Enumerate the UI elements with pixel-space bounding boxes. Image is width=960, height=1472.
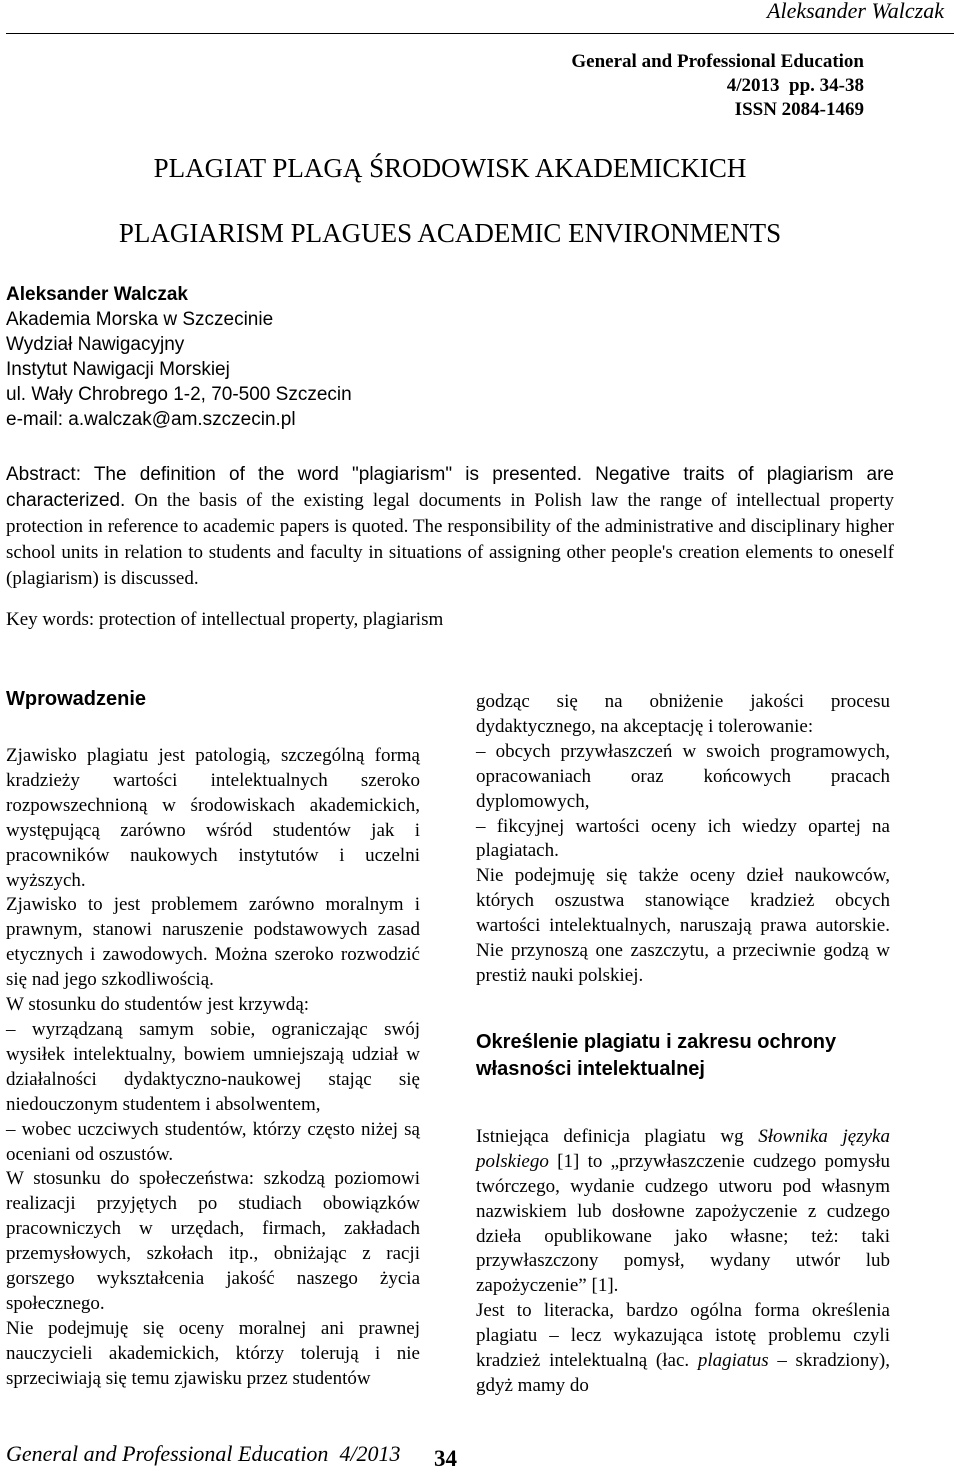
journal-info — [571, 50, 864, 122]
keywords-text: : protection of intellectual property, plagiarism — [88, 609, 444, 630]
page-number: 34 — [434, 1446, 457, 1471]
left-paragraph-1: Zjawisko plagiatu jest patologią, szczególną formą kradzieży wartości intelektualnych szeroko rozpowszechnioną w środowiskach akademickich, występującą zarówno wśród studentów jak i pracowników naukowych instytutów i uczelni wyższych. — [6, 745, 420, 891]
right-dash-item-2: – fikcyjnej wartości oceny ich wiedzy opartej na plagiatach. — [476, 815, 890, 862]
footer-issue: 4/2013 — [339, 1441, 401, 1466]
title-english: PLAGIARISM PLAGUES ACADEMIC ENVIRONMENTS — [118, 218, 782, 248]
left-paragraph-2: Zjawisko to jest problemem zarówno moralnym i prawnym, stanowi naruszenie podstawowych zasad etycznych i zawodowych. Można szeroko rozwodzić się nad jego szkodliwością. — [6, 894, 420, 991]
keywords-label: Key words — [6, 609, 89, 630]
left-paragraph-3: W stosunku do studentów jest krzywdą: — [6, 994, 310, 1016]
author-name: Aleksander Walczak — [6, 284, 188, 305]
right-dash-item-1: – obcych przywłaszczeń w swoich programowych, opracowaniach oraz końcowych pracach dyplomowych, — [476, 740, 890, 812]
running-head-author: Aleksander Walczak — [767, 0, 944, 23]
header-rule — [6, 33, 954, 34]
left-paragraph-5: Nie podejmuję się oceny moralnej ani prawnej nauczycieli akademickich, którzy tolerują i nie sprzeciwiają się temu zjawisku przez studentów — [6, 1317, 420, 1389]
section-heading-introduction: Wprowadzenie — [6, 688, 147, 710]
right-paragraph-1: godząc się na obniżenie jakości procesu dydaktycznego, na akceptację i tolerowanie: — [476, 691, 890, 737]
right-paragraph-4-start: Jest to literacka, bardzo ogólna forma określenia plagiatu – lecz wykazująca istotę problemu czyli kradzież intelektualną (łac. — [476, 1300, 890, 1372]
keywords — [6, 609, 443, 631]
section-heading-definition: Określenie plagiatu i zakresu ochrony własności intelektualnej — [476, 1030, 837, 1080]
right-paragraph-4-end: – skradziony), gdyż mamy do — [476, 1350, 891, 1396]
right-paragraph-3-end: [1] to „przywłaszczenie cudzego pomysłu twórczego, wydanie cudzego utworu pod własnym nazwiskiem lub dosłowne zapożyczenie z cudzego dzieła opublikowane jako własne; też: taki przywłaszczony pomysł, wydany utwór lub zapożyczenie” [1]. — [476, 1150, 890, 1297]
footer-journal-name: General and Professional Education — [6, 1441, 329, 1466]
author-email: e-mail: a.walczak@am.szczecin.pl — [6, 409, 296, 430]
footer-journal — [6, 1441, 401, 1467]
abstract-text-2: On the basis of the existing legal documents in Polish law the range of intellectual property protection in reference to academic papers is quoted. The responsibility of the administrative and disciplinary higher school units in relation to students and faculty in situations of assigning other people's creation elements to oneself (plagiarism) is discussed. — [6, 490, 894, 589]
author-affiliation-3: Instytut Nawigacji Morskiej — [6, 359, 230, 380]
left-column — [6, 744, 420, 1392]
left-dash-item-1: – wyrządzaną samym sobie, ograniczając swój wysiłek intelektualny, bowiem umniejszają udział w działalności dydaktyczno-naukowej stając się niedouczonym studentem i absolwentem, — [6, 1018, 420, 1115]
right-paragraph-3-start: Istniejąca definicja plagiatu wg — [476, 1125, 759, 1147]
journal-name: General and Professional Education — [571, 51, 864, 72]
author-affiliation-1: Akademia Morska w Szczecinie — [6, 309, 274, 330]
author-block — [6, 282, 352, 432]
left-paragraph-4: W stosunku do społeczeństwa: szkodzą poziomowi realizacji przyjętych po studiach obowiązków pracowniczych w urzędach, firmach, zakładach przemysłowych, szkołach itp., obniżając z racji gorszego wykształcenia jakość naszego życia społecznego. — [6, 1168, 420, 1314]
left-dash-item-2: – wobec uczciwych studentów, którzy często niżej są oceniani od oszustów. — [6, 1118, 420, 1165]
journal-issue: 4/2013 pp. 34-38 — [726, 75, 864, 96]
right-column — [476, 690, 890, 1399]
right-paragraph-3 — [476, 1125, 890, 1299]
latin-term: plagiatus — [697, 1350, 769, 1372]
abstract-text-1: : The definition of the word "plagiarism" is presented. Negative traits of plagiarism are characterized. — [6, 464, 894, 511]
title-polish: PLAGIAT PLAGĄ ŚRODOWISK AKADEMICKICH — [153, 153, 747, 183]
author-address: ul. Wały Chrobrego 1-2, 70-500 Szczecin — [6, 384, 352, 405]
dictionary-title: Słownika języka polskiego — [476, 1125, 890, 1172]
journal-issn: ISSN 2084-1469 — [734, 99, 864, 120]
author-affiliation-2: Wydział Nawigacyjny — [6, 334, 185, 355]
right-paragraph-4 — [476, 1299, 890, 1399]
right-paragraph-2: Nie podejmuję się także oceny dzieł naukowców, których oszustwa stanowiące kradzież obcych wartości intelektualnych, naruszają prawa autorskie. Nie przynoszą one zaszczytu, a przeciwnie godzą w prestiż nauki polskiej. — [476, 865, 890, 986]
abstract-label: Abstract — [6, 464, 76, 485]
abstract — [6, 462, 894, 592]
